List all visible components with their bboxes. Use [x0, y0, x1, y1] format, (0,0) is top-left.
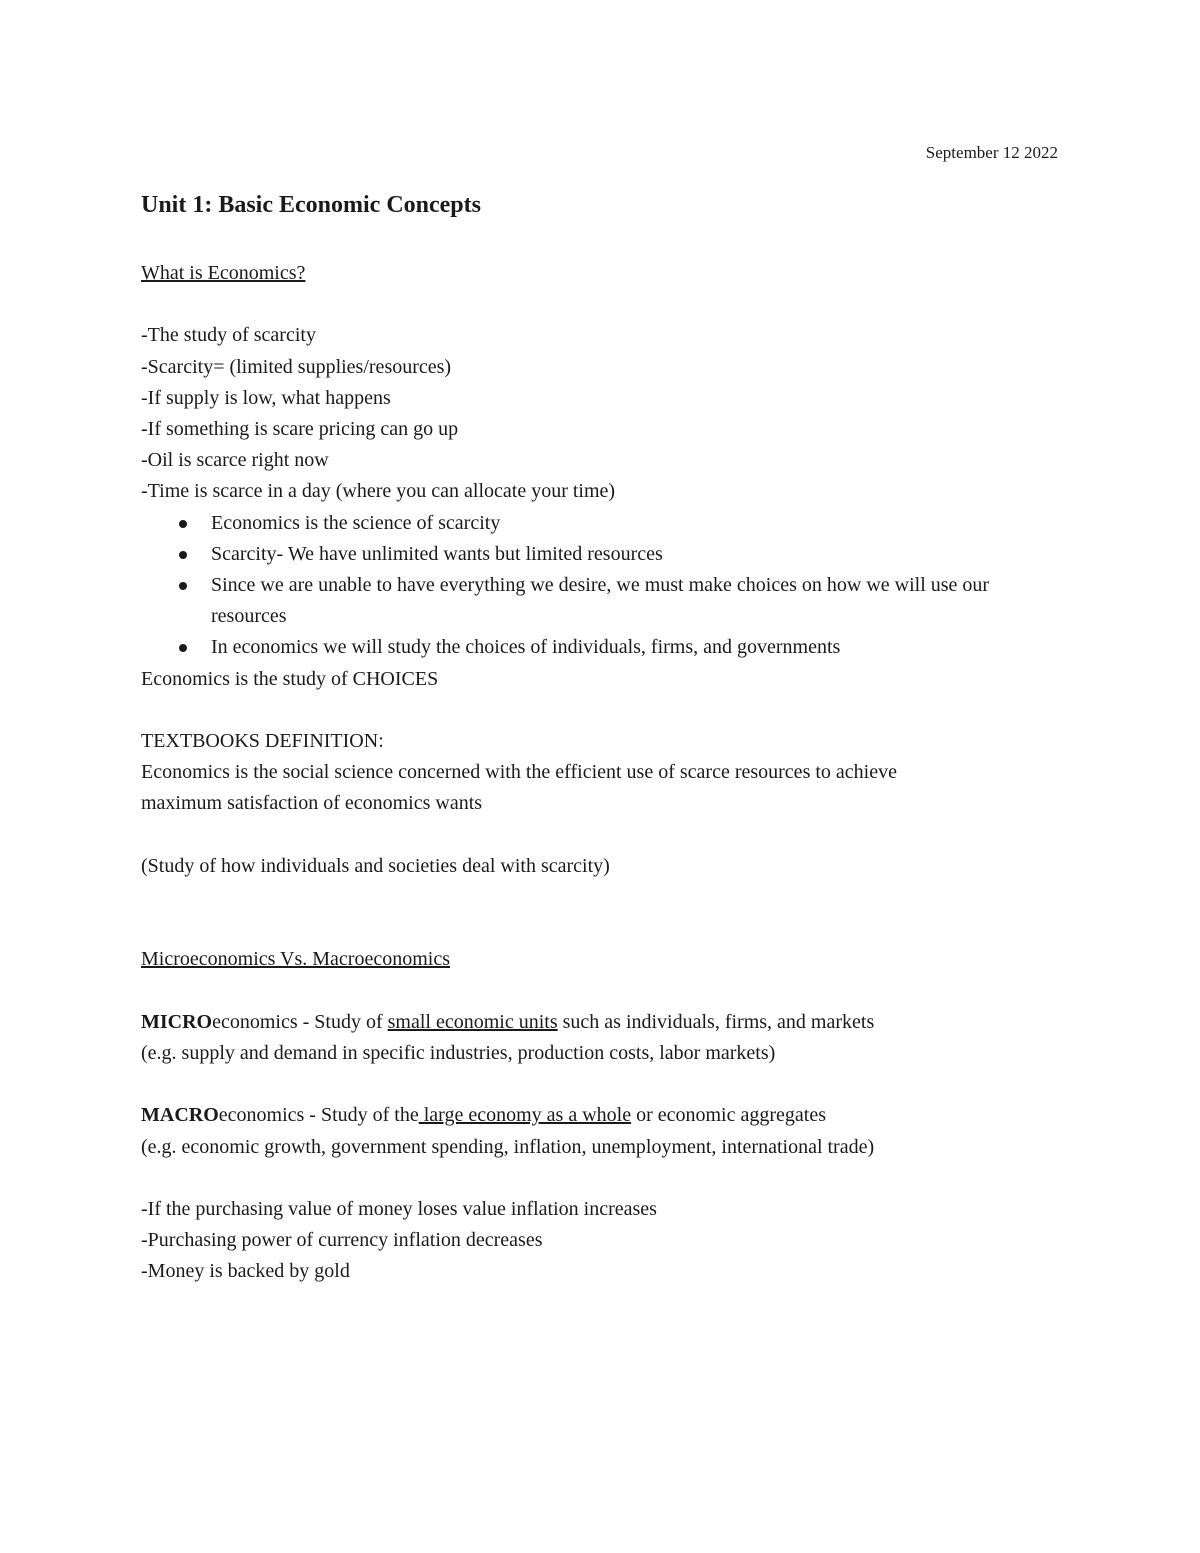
bullet-list [141, 508, 1061, 664]
textbook-definition-label: TEXTBOOKS DEFINITION: [141, 730, 384, 753]
macro-underlined: large economy as a whole [418, 1104, 632, 1127]
note-line: -Time is scarce in a day (where you can allocate your time) [141, 480, 616, 503]
textbook-definition-line: maximum satisfaction of economics wants [141, 792, 483, 815]
bullet-text: In economics we will study the choices of individuals, firms, and governments [211, 636, 841, 659]
section-heading-what-is-economics: What is Economics? [141, 262, 306, 284]
note-line: -If supply is low, what happens [141, 386, 391, 409]
macro-pre: economics - Study of the [218, 1104, 419, 1127]
note-line: -Oil is scarce right now [141, 449, 329, 472]
micro-example: (e.g. supply and demand in specific industries, production costs, labor markets) [141, 1042, 776, 1064]
note-line: -If the purchasing value of money loses value inflation increases [141, 1197, 657, 1220]
macro-definition [141, 1100, 1061, 1131]
macro-post: or economic aggregates [631, 1104, 826, 1127]
bullet-dot-icon [179, 551, 187, 559]
page-title: Unit 1: Basic Economic Concepts [141, 192, 481, 218]
bullet-text: Since we are unable to have everything we desire, we must make choices on how we will use our resources [211, 574, 990, 628]
macro-bold: MACRO [141, 1104, 219, 1127]
bullet-item [141, 539, 1061, 570]
textbook-definition-line: Economics is the social science concerned with the efficient use of scarce resources to achieve [141, 761, 897, 784]
section-heading-micro-vs-macro: Microeconomics Vs. Macroeconomics [141, 948, 450, 971]
micro-pre: economics - Study of [212, 1010, 388, 1033]
bullet-text: Scarcity- We have unlimited wants but limited resources [211, 542, 663, 565]
micro-post: such as individuals, firms, and markets [557, 1010, 875, 1033]
bullet-item [141, 632, 1061, 663]
document-body [141, 188, 1061, 1288]
bullet-text: Economics is the science of scarcity [211, 511, 501, 534]
micro-definition [141, 1007, 1061, 1038]
summary-line: Economics is the study of CHOICES [141, 667, 439, 690]
micro-underlined: small economic units [387, 1010, 558, 1033]
textbook-note: (Study of how individuals and societies deal with scarcity) [141, 854, 610, 877]
bullet-dot-icon [179, 644, 187, 652]
bullet-dot-icon [179, 582, 187, 590]
micro-bold: MICRO [141, 1010, 213, 1033]
macro-example: (e.g. economic growth, government spending, inflation, unemployment, international trade) [141, 1135, 875, 1158]
note-line: -Scarcity= (limited supplies/resources) [141, 355, 452, 378]
bullet-item [141, 570, 1061, 632]
bullet-dot-icon [179, 520, 187, 528]
bullet-item [141, 508, 1061, 539]
note-line: -Money is backed by gold [141, 1260, 350, 1283]
note-line: -If something is scare pricing can go up [141, 418, 459, 440]
note-line: -The study of scarcity [141, 324, 316, 347]
document-date: September 12 2022 [925, 143, 1058, 162]
note-line: -Purchasing power of currency inflation decreases [141, 1229, 543, 1252]
